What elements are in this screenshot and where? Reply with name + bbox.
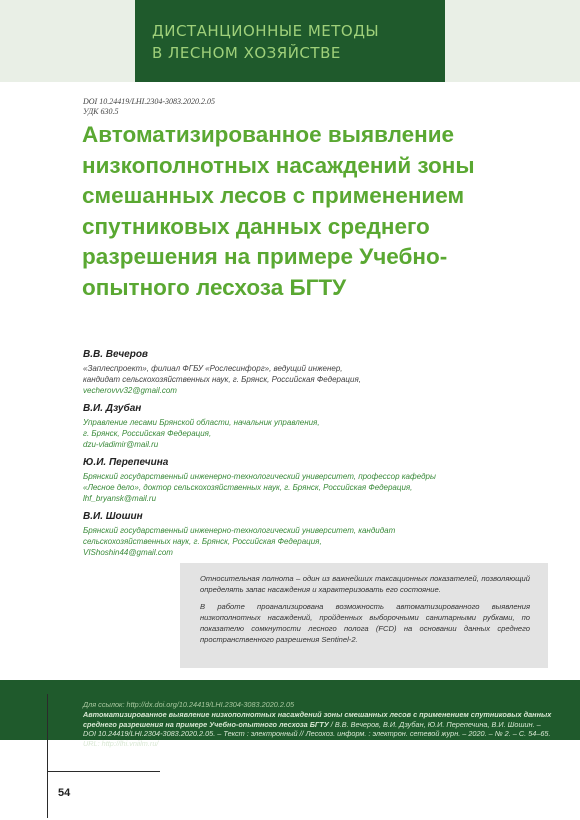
section-title-line2: В ЛЕСНОМ ХОЗЯЙСТВЕ	[152, 44, 341, 62]
author-affiliation: сельскохозяйственных наук, г. Брянск, Российская Федерация,	[83, 537, 322, 546]
section-title	[152, 20, 432, 64]
citation-text	[83, 700, 553, 749]
citation-title: Автоматизированное выявление низкополнотных насаждений зоны смешанных лесов с применением спутниковых данных среднего разрешения на примере Учебно-опытного лесхоза БГТУ	[83, 709, 552, 729]
citation-details: / В.В. Вечеров, В.И. Дзубан, Ю.И. Перепечина, В.И. Шошин. – DOI 10.24419/LHI.2304-3083.2020.2.05. – Текст : электронный // Лесохоз. информ. : электрон. сетевой журн. – 2020. – № 2. – С. 54–65. URL: http://lhi.vniilm.ru/	[83, 719, 551, 749]
author-affiliation: «Лесное дело», доктор сельскохозяйственных наук, г. Брянск, Российская Федерация,	[83, 483, 413, 492]
article-title: Автоматизированное выявление низкополнотных насаждений зоны смешанных лесов с применением спутниковых данных среднего разрешения на примере Учебно-опытного лесхоза БГТУ	[82, 122, 475, 300]
author-name: В.И. Шошин	[83, 511, 143, 522]
horizontal-rule	[47, 771, 160, 772]
authors-list	[83, 348, 553, 564]
vertical-rule	[47, 694, 48, 818]
author-block	[83, 456, 553, 504]
udk: УДК 630.5	[83, 107, 119, 116]
abstract-box	[180, 563, 548, 668]
author-name: В.И. Дзубан	[83, 403, 142, 414]
author-block	[83, 348, 553, 396]
author-email[interactable]: dzu-vladimir@mail.ru	[83, 440, 159, 449]
author-name: Ю.И. Перепечина	[83, 457, 169, 468]
author-email[interactable]: VIShoshin44@gmail.com	[83, 548, 173, 557]
article-meta	[83, 97, 215, 117]
author-name: В.В. Вечеров	[83, 349, 148, 360]
author-block	[83, 402, 553, 450]
doi: DOI 10.24419/LHI.2304-3083.2020.2.05	[83, 97, 215, 106]
author-affiliation: «Заплеспроект», филиал ФГБУ «Рослесинфорг», ведущий инженер,	[83, 364, 343, 373]
abstract-paragraph: В работе проанализирована возможность автоматизированного выявления низкополнотных насаждений, пройденных выборочными санитарными рубками, по показателю сомкнутости лесного полога (FCD) на основании данных среднего пространственного разрешения Sentinel-2.	[200, 602, 530, 644]
author-affiliation: Брянский государственный инженерно-технологический университет, профессор кафедры	[83, 472, 436, 481]
abstract-paragraph: Относительная полнота – один из важнейших таксационных показателей, позволяющий определять запас насаждения и характеризовать его состояние.	[200, 574, 530, 594]
citation-body	[83, 710, 553, 749]
section-title-line1: ДИСТАНЦИОННЫЕ МЕТОДЫ	[152, 22, 380, 40]
citation-label[interactable]: Для ссылок: http://dx.doi.org/10.24419/LHI.2304-3083.2020.2.05	[83, 700, 295, 709]
author-block	[83, 510, 553, 558]
author-email[interactable]: lhf_bryansk@mail.ru	[83, 494, 157, 503]
author-affiliation: кандидат сельскохозяйственных наук, г. Брянск, Российская Федерация,	[83, 375, 361, 384]
author-email[interactable]: vecherovvv32@gmail.com	[83, 386, 177, 395]
author-affiliation: Управление лесами Брянской области, начальник управления,	[83, 418, 320, 427]
page-number: 54	[58, 787, 71, 799]
author-affiliation: Брянский государственный инженерно-технологический университет, кандидат	[83, 526, 396, 535]
author-affiliation: г. Брянск, Российская Федерация,	[83, 429, 212, 438]
